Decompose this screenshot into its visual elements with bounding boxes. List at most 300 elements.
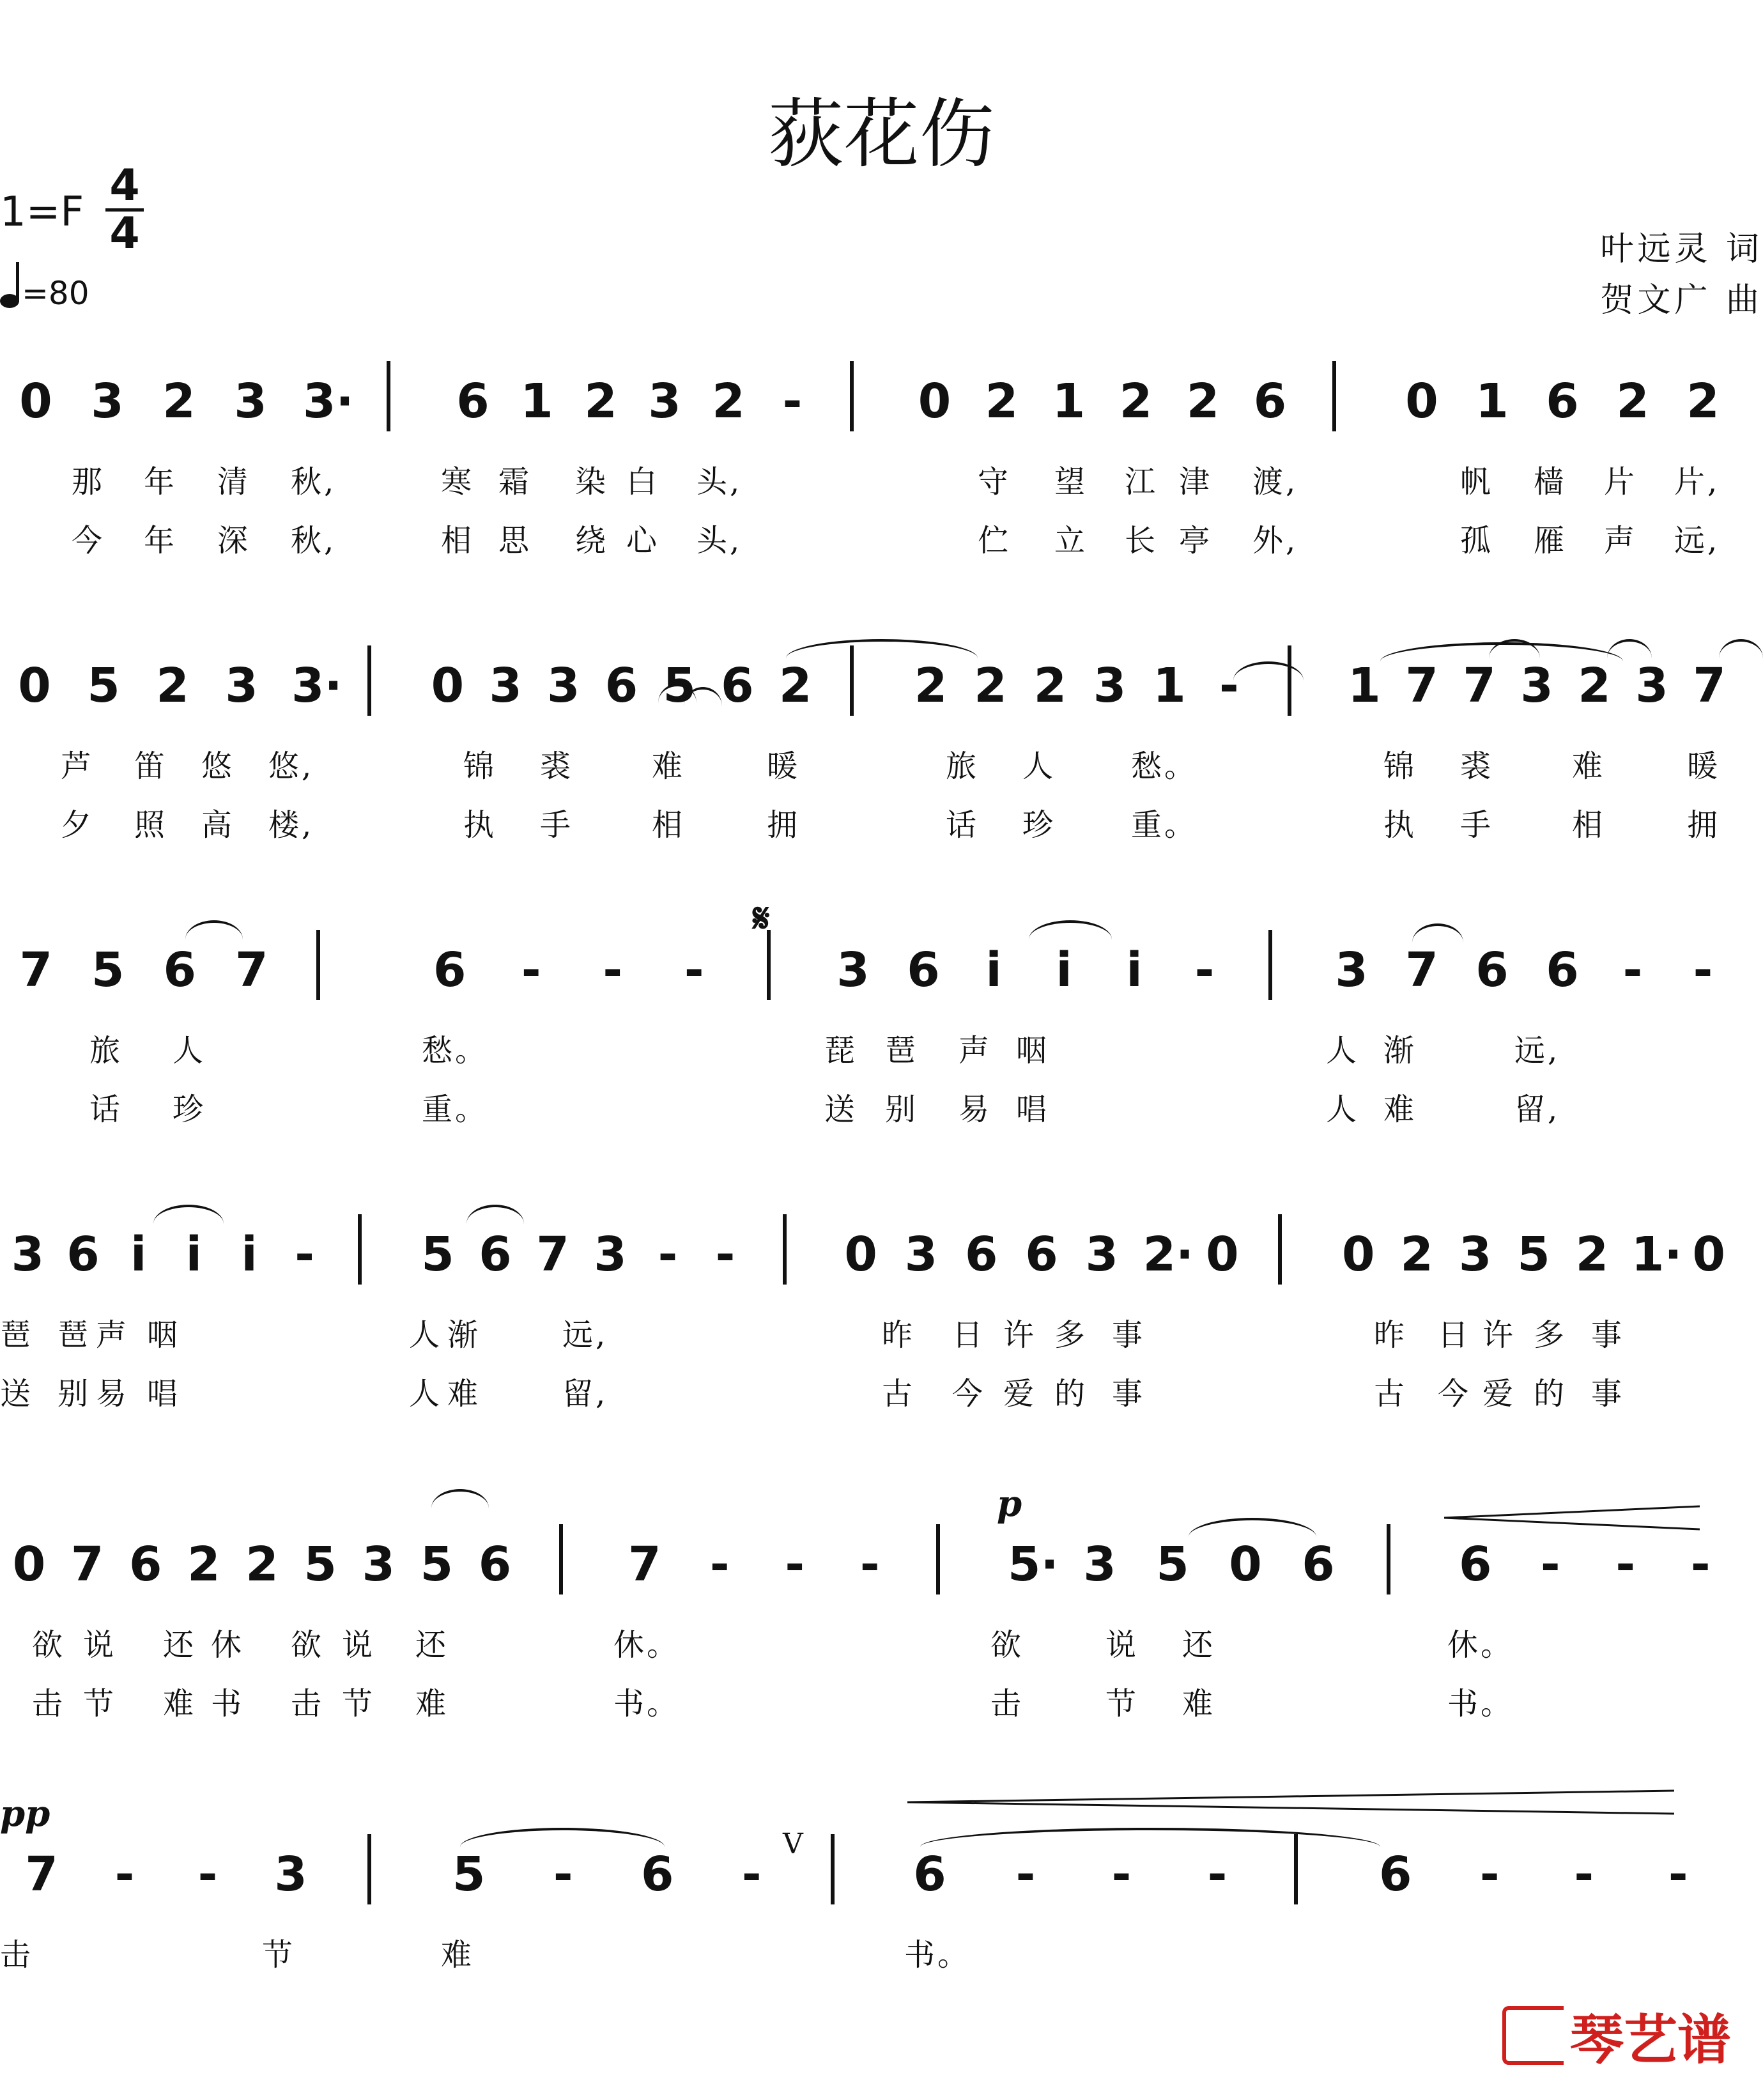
note: 2 bbox=[1119, 374, 1153, 429]
note: 0 bbox=[19, 374, 52, 429]
note: 5 bbox=[663, 658, 696, 713]
note: 6 bbox=[479, 1227, 512, 1282]
note: 3 bbox=[547, 658, 580, 713]
lyric-syllable: 日 bbox=[952, 1317, 986, 1353]
dash-sustain: - bbox=[1194, 943, 1215, 998]
lyric-syllable: 珍 bbox=[1022, 807, 1056, 843]
dash-sustain: - bbox=[785, 1537, 805, 1592]
lyric-syllable: 琵 bbox=[824, 1033, 858, 1069]
note: 2 bbox=[1033, 658, 1067, 713]
bar-line bbox=[1332, 361, 1336, 431]
lyric-syllable: 多 bbox=[1054, 1317, 1088, 1353]
note: 2 bbox=[985, 374, 1019, 429]
lyric-syllable: 事 bbox=[1112, 1317, 1146, 1353]
lyric-syllable: 今 bbox=[952, 1376, 986, 1412]
dash-sustain: - bbox=[715, 1227, 735, 1282]
dash-sustain: - bbox=[709, 1537, 730, 1592]
note: 3 bbox=[648, 374, 681, 429]
note: 6 bbox=[1546, 943, 1579, 998]
note: 5 bbox=[87, 658, 120, 713]
lyric-syllable: 击 bbox=[990, 1686, 1024, 1722]
note: 2 bbox=[1575, 1227, 1609, 1282]
dash-sustain: - bbox=[684, 943, 704, 998]
dash-sustain: - bbox=[1015, 1847, 1036, 1902]
lyric-syllable: 还 bbox=[415, 1627, 449, 1663]
note: 1 bbox=[520, 374, 553, 429]
lyric-syllable: 津 bbox=[1179, 464, 1213, 500]
lyric-syllable: 欲 bbox=[32, 1627, 66, 1663]
note: 2 bbox=[1400, 1227, 1433, 1282]
note: i bbox=[130, 1227, 147, 1282]
bar-line bbox=[783, 1214, 787, 1285]
quarter-note-icon bbox=[0, 294, 19, 308]
lyric-syllable: 声 bbox=[96, 1317, 130, 1353]
lyric-syllable: 休 bbox=[211, 1627, 245, 1663]
note: 6 bbox=[913, 1847, 946, 1902]
note: 2 bbox=[1186, 374, 1220, 429]
lyric-syllable: 白 bbox=[626, 464, 660, 500]
lyric-syllable: 事 bbox=[1112, 1376, 1146, 1412]
lyric-syllable: 远, bbox=[562, 1317, 608, 1353]
note: 3 bbox=[225, 658, 258, 713]
bar-line bbox=[831, 1834, 835, 1904]
lyric-syllable: 说 bbox=[342, 1627, 376, 1663]
note: 2 bbox=[778, 658, 812, 713]
dash-sustain: - bbox=[1219, 658, 1239, 713]
note: 5 bbox=[1156, 1537, 1189, 1592]
lyric-syllable: 还 bbox=[1182, 1627, 1216, 1663]
lyric-syllable: 手 bbox=[540, 807, 574, 843]
lyric-syllable: 清 bbox=[217, 464, 251, 500]
bar-line bbox=[1288, 645, 1291, 716]
slur bbox=[1029, 920, 1112, 939]
slur bbox=[1607, 639, 1652, 658]
note: 7 bbox=[70, 1537, 104, 1592]
composer: 贺文广 曲 bbox=[1600, 281, 1763, 320]
note: 5 bbox=[420, 1537, 454, 1592]
note: 5 bbox=[91, 943, 125, 998]
slur bbox=[460, 1828, 665, 1847]
lyric-syllable: 别 bbox=[885, 1092, 919, 1127]
note: 7 bbox=[1405, 943, 1438, 998]
note: 5 bbox=[304, 1537, 337, 1592]
lyric-syllable: 节 bbox=[262, 1937, 296, 1973]
lyric-syllable: 爱 bbox=[1482, 1376, 1516, 1412]
bar-line bbox=[1268, 930, 1272, 1000]
lyric-syllable: 旅 bbox=[89, 1033, 123, 1069]
lyric-syllable: 相 bbox=[1572, 807, 1606, 843]
note: 6 bbox=[1253, 374, 1287, 429]
note: 6 bbox=[721, 658, 754, 713]
lyric-syllable: 守 bbox=[978, 464, 1012, 500]
lyric-syllable: 难 bbox=[1383, 1092, 1417, 1127]
note: 6 bbox=[456, 374, 489, 429]
note: 0 bbox=[1206, 1227, 1239, 1282]
lyric-syllable: 楼, bbox=[268, 807, 314, 843]
lyric-syllable: 锦 bbox=[1383, 748, 1417, 784]
lyric-syllable: 年 bbox=[144, 523, 178, 559]
lyric-syllable: 许 bbox=[1482, 1317, 1516, 1353]
lyric-syllable: 孤 bbox=[1460, 523, 1494, 559]
lyric-syllable: 重。 bbox=[1131, 807, 1198, 843]
note: 3 bbox=[274, 1847, 307, 1902]
lyric-syllable: 寒 bbox=[441, 464, 475, 500]
lyric-syllable: 渐 bbox=[1383, 1033, 1417, 1069]
note: 3 bbox=[1085, 1227, 1119, 1282]
lyric-syllable: 今 bbox=[72, 523, 105, 559]
note: 7 bbox=[628, 1537, 661, 1592]
lyric-syllable: 古 bbox=[1374, 1376, 1408, 1412]
note: 7 bbox=[1405, 658, 1438, 713]
dash-sustain: - bbox=[741, 1847, 762, 1902]
dash-sustain: - bbox=[197, 1847, 218, 1902]
note: 6 bbox=[1379, 1847, 1412, 1902]
note: 6 bbox=[1025, 1227, 1058, 1282]
note: 0 bbox=[18, 658, 51, 713]
note: 5 bbox=[452, 1847, 486, 1902]
note: 1 bbox=[1153, 658, 1186, 713]
lyric-syllable: 那 bbox=[72, 464, 105, 500]
lyric-syllable: 唱 bbox=[1016, 1092, 1050, 1127]
lyric-syllable: 执 bbox=[1383, 807, 1417, 843]
lyric-syllable: 裘 bbox=[540, 748, 574, 784]
lyric-syllable: 相 bbox=[652, 807, 686, 843]
dash-sustain: - bbox=[1693, 943, 1713, 998]
lyric-syllable: 远, bbox=[1674, 523, 1720, 559]
lyric-syllable: 人 bbox=[173, 1033, 206, 1069]
lyric-syllable: 执 bbox=[463, 807, 497, 843]
note: 3 bbox=[1093, 658, 1127, 713]
lyric-syllable: 绕 bbox=[575, 523, 609, 559]
lyric-syllable: 难 bbox=[652, 748, 686, 784]
lyric-syllable: 远, bbox=[1514, 1033, 1560, 1069]
note: 2 bbox=[1616, 374, 1649, 429]
note: 6 bbox=[964, 1227, 998, 1282]
note: 3 bbox=[1083, 1537, 1116, 1592]
lyric-syllable: 伫 bbox=[978, 523, 1012, 559]
note: 3 bbox=[1458, 1227, 1492, 1282]
note: 2 bbox=[712, 374, 745, 429]
dash-sustain: - bbox=[658, 1227, 678, 1282]
lyric-syllable: 愁。 bbox=[422, 1033, 489, 1069]
lyric-syllable: 唱 bbox=[147, 1376, 181, 1412]
lyric-syllable: 易 bbox=[96, 1376, 130, 1412]
lyric-syllable: 人 bbox=[409, 1317, 443, 1353]
lyric-syllable: 照 bbox=[134, 807, 168, 843]
lyric-syllable: 琶 bbox=[885, 1033, 919, 1069]
lyric-syllable: 琶 bbox=[58, 1317, 91, 1353]
lyric-syllable: 霜 bbox=[498, 464, 532, 500]
lyric-syllable: 重。 bbox=[422, 1092, 489, 1127]
note: 1 bbox=[1348, 658, 1381, 713]
note: 6 bbox=[1475, 943, 1509, 998]
slur bbox=[466, 1205, 524, 1224]
notation-row bbox=[0, 658, 1763, 729]
lyric-syllable: 望 bbox=[1054, 464, 1088, 500]
note: 5 bbox=[421, 1227, 454, 1282]
lyric-syllable: 昨 bbox=[882, 1317, 916, 1353]
lyric-syllable: 欲 bbox=[291, 1627, 325, 1663]
lyric-syllable: 片 bbox=[1604, 464, 1638, 500]
dash-sustain: - bbox=[1622, 943, 1643, 998]
note: 6 bbox=[163, 943, 196, 998]
lyric-syllable: 说 bbox=[1105, 1627, 1139, 1663]
note: 6 bbox=[604, 658, 638, 713]
notation-row bbox=[0, 1537, 1763, 1607]
lyric-syllable: 渡, bbox=[1252, 464, 1298, 500]
lyric-syllable: 还 bbox=[163, 1627, 197, 1663]
lyric-syllable: 琶 bbox=[0, 1317, 34, 1353]
lyric-syllable: 心 bbox=[626, 523, 660, 559]
bar-line bbox=[316, 930, 320, 1000]
dynamic-marking: p bbox=[997, 1483, 1022, 1525]
lyric-syllable: 相 bbox=[441, 523, 475, 559]
lyric-syllable: 送 bbox=[0, 1376, 34, 1412]
lyric-syllable: 难 bbox=[441, 1937, 475, 1973]
lyric-syllable: 事 bbox=[1591, 1317, 1625, 1353]
slur bbox=[1412, 923, 1463, 943]
dash-sustain: - bbox=[1668, 1847, 1688, 1902]
bar-line bbox=[850, 361, 854, 431]
bar-line bbox=[367, 645, 371, 716]
lyric-syllable: 节 bbox=[83, 1686, 117, 1722]
lyric-syllable: 话 bbox=[89, 1092, 123, 1127]
dash-sustain: - bbox=[1690, 1537, 1711, 1592]
lyricist: 叶远灵 词 bbox=[1600, 230, 1763, 268]
time-sig-bottom: 4 bbox=[109, 208, 140, 259]
lyric-syllable: 击 bbox=[0, 1937, 34, 1973]
lyric-syllable: 立 bbox=[1054, 523, 1088, 559]
note: 5· bbox=[1008, 1537, 1059, 1592]
lyric-syllable: 古 bbox=[882, 1376, 916, 1412]
lyric-syllable: 渐 bbox=[447, 1317, 481, 1353]
lyric-syllable: 秋, bbox=[291, 464, 337, 500]
bar-line bbox=[358, 1214, 362, 1285]
lyric-syllable: 人 bbox=[409, 1376, 443, 1412]
lyric-syllable: 裘 bbox=[1460, 748, 1494, 784]
note: i bbox=[1056, 943, 1072, 998]
lyric-syllable: 帆 bbox=[1460, 464, 1494, 500]
lyric-syllable: 染 bbox=[575, 464, 609, 500]
lyric-syllable: 咽 bbox=[147, 1317, 181, 1353]
note: 0 bbox=[1405, 374, 1438, 429]
lyric-syllable: 别 bbox=[58, 1376, 91, 1412]
crescendo-hairpin bbox=[907, 1789, 1674, 1815]
note: 6 bbox=[641, 1847, 674, 1902]
slur bbox=[786, 639, 978, 658]
lyric-syllable: 多 bbox=[1534, 1317, 1567, 1353]
note: 0 bbox=[431, 658, 465, 713]
lyric-syllable: 日 bbox=[1438, 1317, 1472, 1353]
lyric-syllable: 暖 bbox=[767, 748, 801, 784]
lyric-syllable: 深 bbox=[217, 523, 251, 559]
note: 2 bbox=[1686, 374, 1720, 429]
notation-row bbox=[0, 1847, 1763, 1917]
bar-line bbox=[1387, 1524, 1390, 1594]
note: i bbox=[185, 1227, 203, 1282]
logo-icon bbox=[1502, 2006, 1564, 2065]
dash-sustain: - bbox=[295, 1227, 315, 1282]
note: 6 bbox=[1546, 374, 1579, 429]
note: 2 bbox=[187, 1537, 220, 1592]
note: 3 bbox=[1335, 943, 1368, 998]
note: 6 bbox=[478, 1537, 512, 1592]
segno-icon: 𝄋 bbox=[753, 895, 770, 941]
note: 1 bbox=[1475, 374, 1509, 429]
lyric-syllable: 人 bbox=[1326, 1092, 1360, 1127]
lyric-syllable: 旅 bbox=[946, 748, 980, 784]
note: 2· bbox=[1143, 1227, 1194, 1282]
note: 3 bbox=[11, 1227, 45, 1282]
lyric-syllable: 愁。 bbox=[1131, 748, 1198, 784]
note: 3 bbox=[234, 374, 267, 429]
crescendo-hairpin bbox=[1444, 1505, 1700, 1531]
note: 0 bbox=[918, 374, 951, 429]
tempo-marking bbox=[0, 275, 89, 312]
tempo-value: =80 bbox=[22, 275, 89, 312]
lyric-syllable: 人 bbox=[1022, 748, 1056, 784]
note: 6 bbox=[1459, 1537, 1492, 1592]
note: 2 bbox=[156, 658, 189, 713]
dash-sustain: - bbox=[1574, 1847, 1594, 1902]
bar-line bbox=[936, 1524, 940, 1594]
lyric-syllable: 书。 bbox=[1447, 1686, 1514, 1722]
lyric-syllable: 留, bbox=[1514, 1092, 1560, 1127]
lyric-syllable: 说 bbox=[83, 1627, 117, 1663]
lyric-syllable: 难 bbox=[447, 1376, 481, 1412]
lyric-syllable: 江 bbox=[1125, 464, 1159, 500]
note: i bbox=[1126, 943, 1143, 998]
credits bbox=[1600, 224, 1763, 326]
dynamic-marking: pp bbox=[0, 1793, 50, 1835]
note: 3 bbox=[362, 1537, 395, 1592]
lyric-syllable: 樯 bbox=[1534, 464, 1567, 500]
notation-row bbox=[0, 374, 1763, 444]
note: 7 bbox=[25, 1847, 58, 1902]
note: 3 bbox=[594, 1227, 627, 1282]
note: 0 bbox=[1692, 1227, 1726, 1282]
slur bbox=[1719, 639, 1763, 658]
lyric-syllable: 手 bbox=[1460, 807, 1494, 843]
note: 3 bbox=[836, 943, 870, 998]
dash-sustain: - bbox=[1615, 1537, 1636, 1592]
note: 2 bbox=[974, 658, 1007, 713]
notation-row bbox=[0, 1227, 1763, 1297]
lyric-syllable: 拥 bbox=[1687, 807, 1721, 843]
bar-line bbox=[367, 1834, 371, 1904]
lyric-syllable: 击 bbox=[32, 1686, 66, 1722]
dash-sustain: - bbox=[859, 1537, 880, 1592]
note: 0 bbox=[12, 1537, 46, 1592]
key-signature: 1=F bbox=[0, 189, 84, 236]
lyric-syllable: 声 bbox=[958, 1033, 992, 1069]
lyric-syllable: 笛 bbox=[134, 748, 168, 784]
bar-line bbox=[559, 1524, 563, 1594]
time-sig-top: 4 bbox=[109, 160, 140, 211]
lyric-syllable: 头, bbox=[697, 523, 743, 559]
lyric-syllable: 拥 bbox=[767, 807, 801, 843]
page-title: 荻花伤 bbox=[768, 90, 995, 178]
bar-line bbox=[387, 361, 390, 431]
lyric-syllable: 芦 bbox=[61, 748, 95, 784]
note: 7 bbox=[1693, 658, 1726, 713]
note: 3 bbox=[489, 658, 522, 713]
lyric-syllable: 外, bbox=[1252, 523, 1298, 559]
note: 0 bbox=[1341, 1227, 1375, 1282]
note: 2 bbox=[245, 1537, 279, 1592]
note: 3 bbox=[904, 1227, 938, 1282]
lyric-syllable: 长 bbox=[1125, 523, 1159, 559]
lyric-syllable: 人 bbox=[1326, 1033, 1360, 1069]
lyric-syllable: 休。 bbox=[613, 1627, 681, 1663]
note: 3 bbox=[1635, 658, 1668, 713]
dash-sustain: - bbox=[1111, 1847, 1132, 1902]
lyric-syllable: 锦 bbox=[463, 748, 497, 784]
lyric-syllable: 爱 bbox=[1003, 1376, 1037, 1412]
note: 2 bbox=[162, 374, 196, 429]
lyric-syllable: 的 bbox=[1534, 1376, 1567, 1412]
note: 2 bbox=[1578, 658, 1611, 713]
breath-mark: V bbox=[783, 1828, 803, 1860]
lyric-syllable: 雁 bbox=[1534, 523, 1567, 559]
slur bbox=[920, 1828, 1380, 1847]
notation-row bbox=[0, 943, 1763, 1013]
note: 2 bbox=[584, 374, 617, 429]
note: i bbox=[985, 943, 1002, 998]
lyric-syllable: 话 bbox=[946, 807, 980, 843]
lyric-syllable: 夕 bbox=[61, 807, 95, 843]
note: 6 bbox=[129, 1537, 162, 1592]
note: 6 bbox=[433, 943, 466, 998]
slur bbox=[1189, 1518, 1316, 1537]
slur bbox=[153, 1205, 224, 1224]
note: 7 bbox=[536, 1227, 569, 1282]
dash-sustain: - bbox=[114, 1847, 135, 1902]
lyric-syllable: 送 bbox=[824, 1092, 858, 1127]
lyric-syllable: 今 bbox=[1438, 1376, 1472, 1412]
bar-line bbox=[1278, 1214, 1282, 1285]
lyric-syllable: 思 bbox=[498, 523, 532, 559]
lyric-syllable: 头, bbox=[697, 464, 743, 500]
lyric-syllable: 秋, bbox=[291, 523, 337, 559]
lyric-syllable: 易 bbox=[958, 1092, 992, 1127]
lyric-syllable: 节 bbox=[342, 1686, 376, 1722]
lyric-syllable: 声 bbox=[1604, 523, 1638, 559]
lyric-syllable: 欲 bbox=[990, 1627, 1024, 1663]
watermark-text: 琴艺谱 bbox=[1569, 2009, 1731, 2071]
lyric-syllable: 难 bbox=[163, 1686, 197, 1722]
dash-sustain: - bbox=[1479, 1847, 1500, 1902]
note: i bbox=[241, 1227, 258, 1282]
note: 1· bbox=[1631, 1227, 1682, 1282]
note: 1 bbox=[1052, 374, 1086, 429]
time-signature bbox=[105, 160, 144, 259]
lyric-syllable: 书 bbox=[211, 1686, 245, 1722]
dash-sustain: - bbox=[553, 1847, 573, 1902]
lyric-syllable: 难 bbox=[415, 1686, 449, 1722]
lyric-syllable: 休。 bbox=[1447, 1627, 1514, 1663]
lyric-syllable: 许 bbox=[1003, 1317, 1037, 1353]
dash-sustain: - bbox=[603, 943, 623, 998]
lyric-syllable: 年 bbox=[144, 464, 178, 500]
note: 3 bbox=[1520, 658, 1553, 713]
note: 6 bbox=[66, 1227, 100, 1282]
lyric-syllable: 悠 bbox=[201, 748, 235, 784]
slur bbox=[185, 920, 243, 939]
lyric-syllable: 悠, bbox=[268, 748, 314, 784]
lyric-syllable: 难 bbox=[1182, 1686, 1216, 1722]
lyric-syllable: 节 bbox=[1105, 1686, 1139, 1722]
